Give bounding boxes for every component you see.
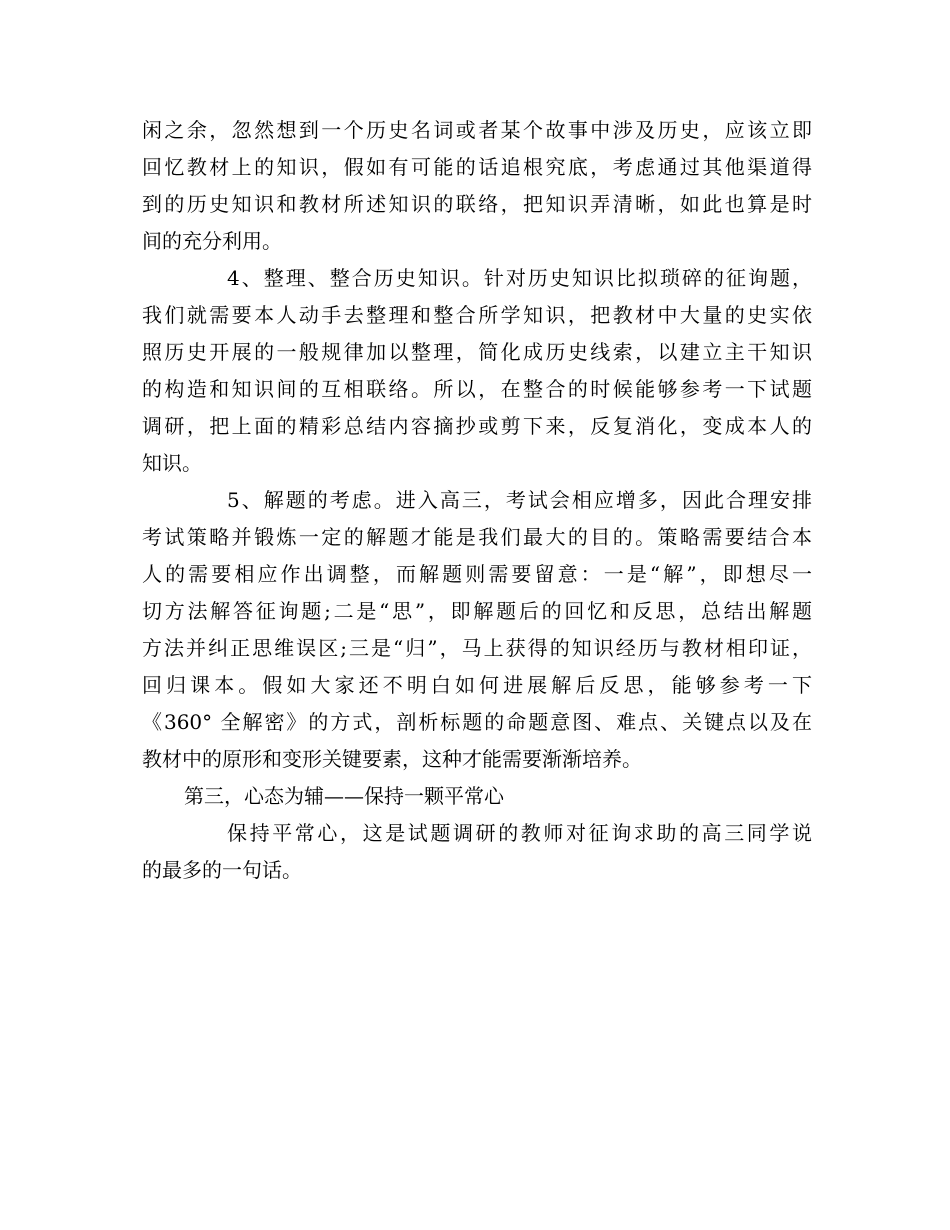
text-line: 到的历史知识和教材所述知识的联络，把知识弄清晰，如此也算是时 xyxy=(142,192,812,216)
text-line: 4、整理、整合历史知识。针对历史知识比拟琐碎的征询题， xyxy=(227,266,812,290)
paragraph-continuation xyxy=(142,112,812,260)
text-line: 保持平常心，这是试题调研的教师对征询求助的高三同学说 xyxy=(227,821,812,845)
text-line: 照历史开展的一般规律加以整理，简化成历史线索，以建立主干知识 xyxy=(142,340,812,364)
text-line: 方法并纠正思维误区;三是“归”，马上获得的知识经历与教材相印证， xyxy=(142,636,812,660)
document-body xyxy=(142,112,812,889)
text-line: 《360° 全解密》的方式，剖析标题的命题意图、难点、关键点以及在 xyxy=(142,710,812,734)
text-line: 考试策略并锻炼一定的解题才能是我们最大的目的。策略需要结合本 xyxy=(142,525,812,549)
paragraph-calm-mind xyxy=(142,815,812,889)
text-line: 回归课本。假如大家还不明白如何进展解后反思，能够参考一下 xyxy=(142,673,812,697)
text-line: 回忆教材上的知识，假如有可能的话追根究底，考虑通过其他渠道得 xyxy=(142,155,812,179)
section-heading: 第三，心态为辅——保持一颗平常心 xyxy=(184,784,504,808)
text-line: 教材中的原形和变形关键要素，这种才能需要渐渐培养。 xyxy=(142,747,642,771)
text-line: 调研，把上面的精彩总结内容摘抄或剪下来，反复消化，变成本人的 xyxy=(142,414,812,438)
text-line: 切方法解答征询题;二是“思”，即解题后的回忆和反思，总结出解题 xyxy=(142,599,812,623)
text-line: 人的需要相应作出调整，而解题则需要留意：一是“解”，即想尽一 xyxy=(142,562,812,586)
text-line: 知识。 xyxy=(142,451,202,475)
text-line: 我们就需要本人动手去整理和整合所学知识，把教材中大量的史实依 xyxy=(142,303,812,327)
paragraph-problem-solving xyxy=(142,482,812,778)
text-line: 闲之余，忽然想到一个历史名词或者某个故事中涉及历史，应该立即 xyxy=(142,118,812,142)
text-line: 5、解题的考虑。进入高三，考试会相应增多，因此合理安排 xyxy=(227,488,812,512)
text-line: 的最多的一句话。 xyxy=(142,858,302,882)
text-line: 的构造和知识间的互相联络。所以，在整合的时候能够参考一下试题 xyxy=(142,377,812,401)
paragraph-organize-history xyxy=(142,260,812,482)
text-line: 间的充分利用。 xyxy=(142,229,282,253)
